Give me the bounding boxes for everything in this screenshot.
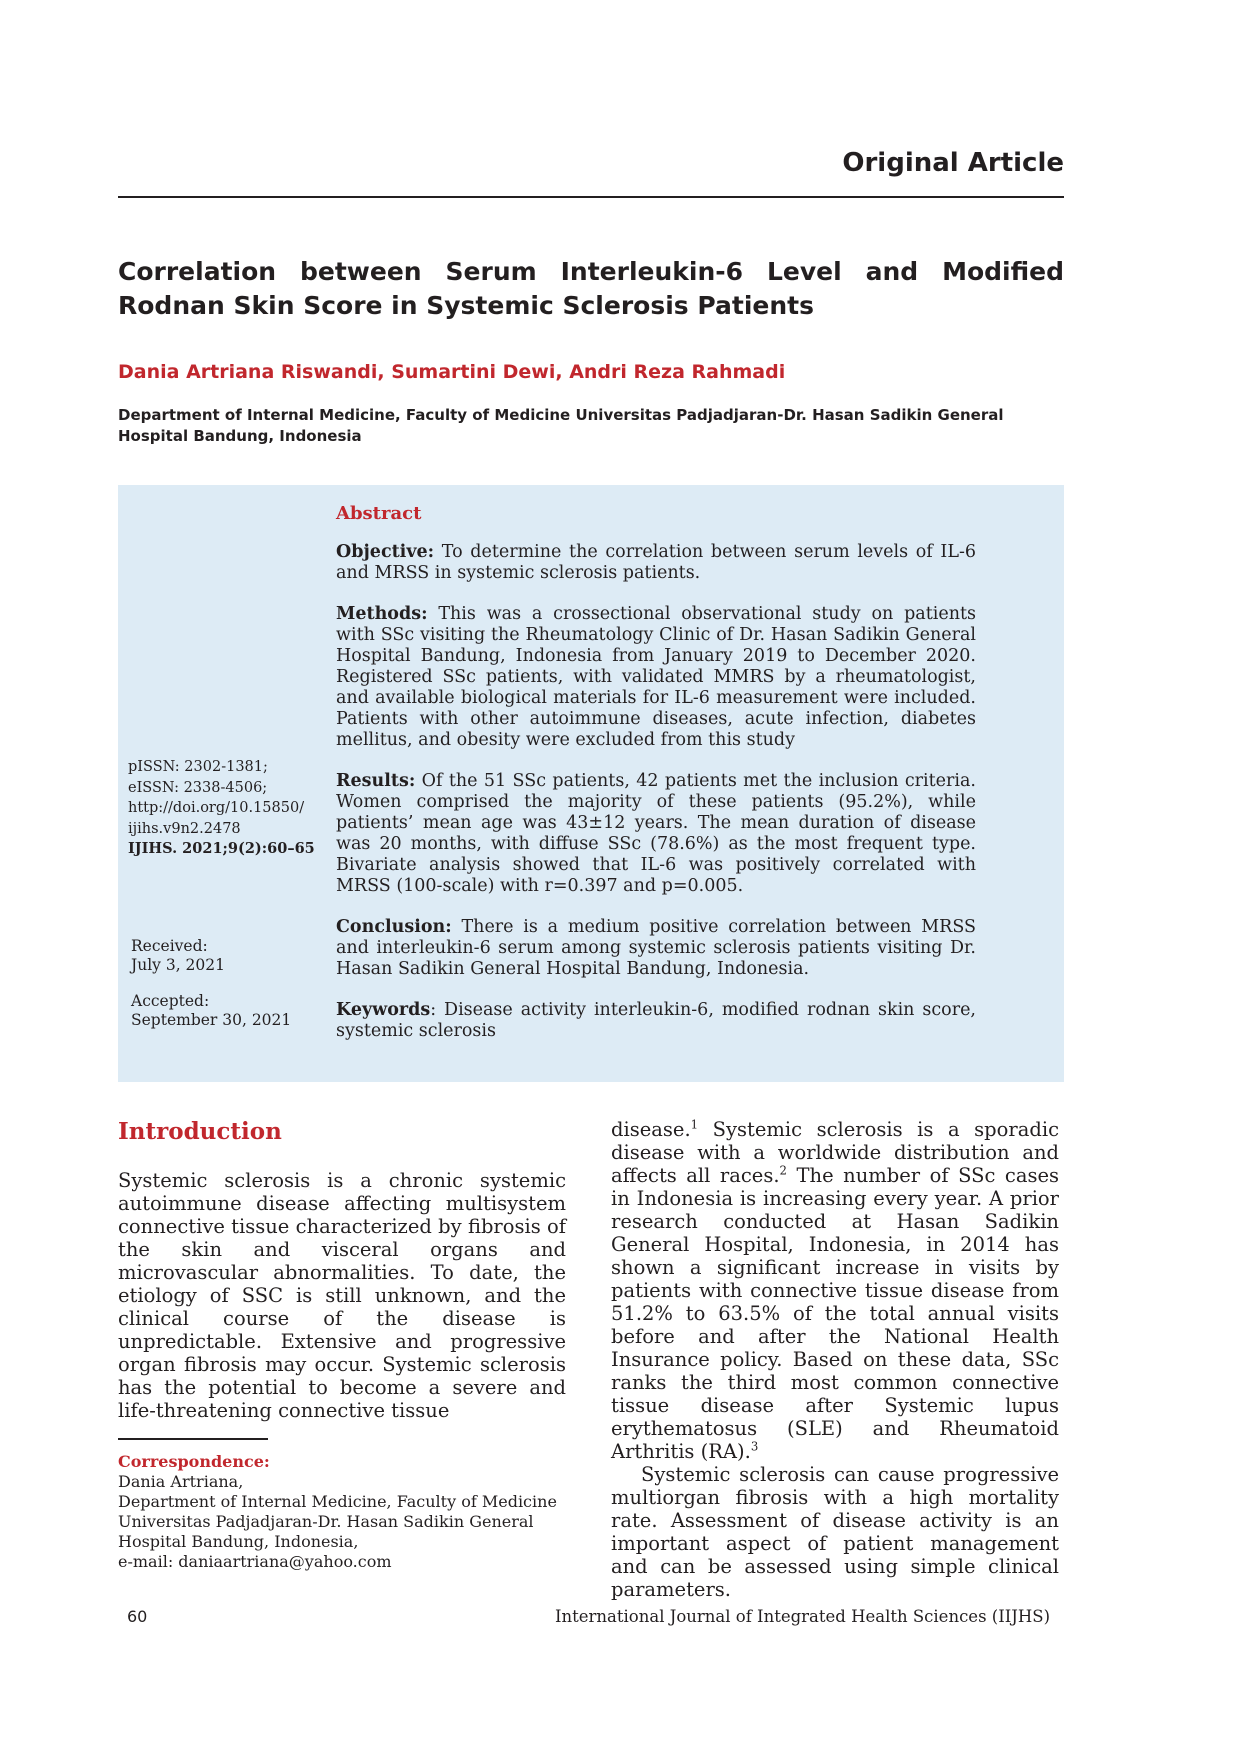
abstract-objective [336, 542, 976, 584]
eissn-line: eISSN: 2338-4506; [128, 779, 268, 796]
intro-paragraph-2: Systemic sclerosis can cause progressive multiorgan fibrosis with a high mortality rate. Assessment of disease activity is an important aspect of patient management and can be assessed using simple clinical parameters. [611, 1463, 1059, 1601]
abstract-section-text: This was a crossectional observational study on patients with SSc visiting the Rheumatology Clinic of Dr. Hasan Sadikin General Hospital Bandung, Indonesia from January 2019 to December 2020. Registered SSc patients, with validated MMRS by a rheumatologist, and available biological materials for IL-6 measurement were included. Patients with other autoimmune diseases, acute infection, diabetes mellitus, and obesity were excluded from this study [336, 604, 976, 750]
citation-ref[interactable]: 2 [779, 1163, 787, 1178]
received-label: Received: [131, 937, 208, 955]
abstract-methods [336, 604, 976, 751]
citation-ref[interactable]: 1 [690, 1117, 699, 1132]
author-list: Dania Artriana Riswandi, Sumartini Dewi, Andri Reza Rahmadi [118, 361, 786, 383]
body-column-right [611, 1118, 1059, 1601]
body-column-left [118, 1118, 566, 1422]
text-run: The number of SSc cases in Indonesia is increasing every year. A prior research conducted at Hasan Sadikin General Hospital, Indonesia, in 2014 has shown a significant increase in visits by patients with connective tissue disease from 51.2% to 63.5% of the total annual visits before and after the National Health Insurance policy. Based on these data, SSc ranks the third most common connective tissue disease after Systemic lupus erythematosus (SLE) and Rheumatoid Arthritis (RA). [611, 1164, 1059, 1463]
correspondence-label: Correspondence: [118, 1452, 270, 1471]
correspondence-line: Department of Internal Medicine, Faculty of Medicine [118, 1492, 557, 1511]
footnote-divider [118, 1438, 268, 1440]
abstract-keywords [336, 1000, 976, 1042]
doi-link-line1[interactable]: http://doi.org/10.15850/ [128, 800, 305, 816]
abstract-section-text: : Disease activity interleukin-6, modified rodnan skin score, systemic sclerosis [336, 1000, 976, 1041]
accepted-date: September 30, 2021 [131, 1011, 292, 1029]
intro-paragraph-1: Systemic sclerosis is a chronic systemic autoimmune disease affecting multisystem connective tissue characterized by fibrosis of the skin and visceral organs and microvascular abnormalities. To date, the etiology of SSC is still unknown, and the clinical course of the disease is unpredictable. Extensive and progressive organ fibrosis may occur. Systemic sclerosis has the potential to become a severe and life-threatening connective tissue [118, 1169, 566, 1422]
journal-name: International Journal of Integrated Health Sciences (IIJHS) [555, 1607, 1050, 1626]
correspondence-email[interactable]: e-mail: daniaartriana@yahoo.com [118, 1552, 392, 1571]
citation-ref[interactable]: 3 [750, 1439, 759, 1454]
correspondence-line: Universitas Padjadjaran-Dr. Hasan Sadikin General [118, 1512, 534, 1531]
abstract-section-label: Results: [336, 771, 416, 791]
accepted-label: Accepted: [131, 992, 210, 1010]
abstract-section-text: Of the 51 SSc patients, 42 patients met the inclusion criteria. Women comprised the majority of these patients (95.2%), while patients’ mean age was 43±12 years. The mean duration of disease was 20 months, with diffuse SSc (78.6%) as the most frequent type. Bivariate analysis showed that IL-6 was positively correlated with MRSS (100-scale) with r=0.397 and p=0.005. [336, 771, 976, 896]
abstract-results [336, 771, 976, 897]
abstract-section-text: To determine the correlation between serum levels of IL-6 and MRSS in systemic sclerosis patients. [336, 542, 976, 583]
intro-paragraph-1-continued [611, 1118, 1059, 1463]
abstract-section-label: Conclusion: [336, 917, 452, 937]
introduction-heading: Introduction [118, 1118, 282, 1145]
pissn-line: pISSN: 2302-1381; [128, 759, 268, 775]
header-divider [118, 196, 1064, 198]
issn-info [128, 757, 328, 860]
text-run: disease. [611, 1118, 691, 1141]
abstract-section-label: Methods: [336, 604, 428, 624]
citation-line: IJIHS. 2021;9(2):60–65 [128, 840, 315, 857]
article-dates [131, 937, 331, 1030]
article-type-label: Original Article [842, 148, 1064, 178]
abstract-section-text: There is a medium positive correlation between MRSS and interleukin-6 serum among systemic sclerosis patients visiting Dr. Hasan Sadikin General Hospital Bandung, Indonesia. [336, 917, 976, 979]
doi-link-line2[interactable]: ijihs.v9n2.2478 [128, 820, 241, 837]
abstract-content [336, 503, 976, 1042]
abstract-section-label: Keywords [336, 1000, 431, 1020]
abstract-conclusion [336, 917, 976, 980]
page-number: 60 [127, 1607, 148, 1626]
article-title: Correlation between Serum Interleukin-6 Level and Modified Rodnan Skin Score in Systemic Sclerosis Patients [118, 257, 1064, 320]
received-date: July 3, 2021 [131, 956, 225, 974]
text-run: Systemic sclerosis is a sporadic disease with a worldwide distribution and affects all races. [611, 1118, 1059, 1187]
abstract-heading: Abstract [336, 503, 422, 524]
correspondence-line: Dania Artriana, [118, 1472, 244, 1491]
correspondence-line: Hospital Bandung, Indonesia, [118, 1532, 359, 1551]
author-affiliation: Department of Internal Medicine, Faculty of Medicine Universitas Padjadjaran-Dr. Hasan Sadikin General Hospital Bandung, Indonesia [118, 406, 1004, 445]
abstract-section-label: Objective: [336, 542, 435, 562]
correspondence-block [118, 1452, 566, 1572]
